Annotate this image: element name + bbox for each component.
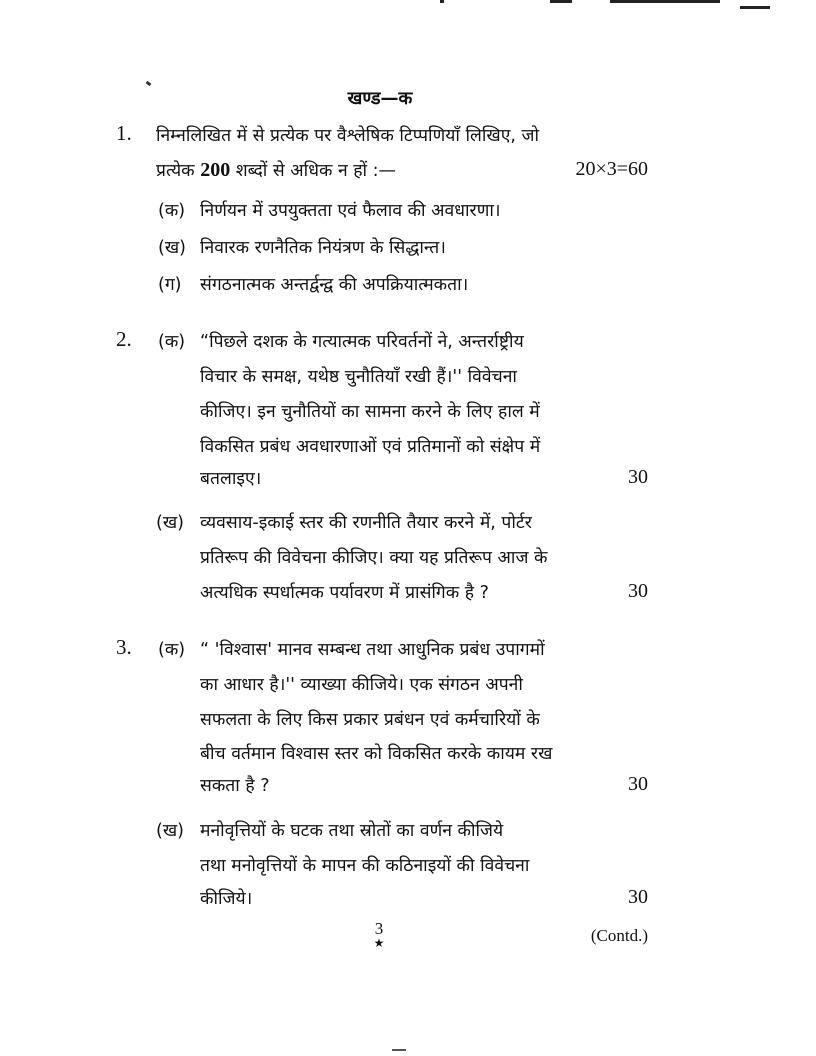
question-number: 1. (116, 121, 132, 145)
part-text-line: अत्यधिक स्पर्धात्मक पर्यावरण में प्रासंगिक है ? (200, 583, 489, 603)
question-number: 3. (116, 635, 132, 659)
section-title: खण्ड—क (347, 88, 413, 109)
part-text-line: विकसित प्रबंध अवधारणाओं एवं प्रतिमानों को संक्षेप में (200, 437, 541, 457)
part-text-line: “ 'विश्वास' मानव सम्बन्ध तथा आधुनिक प्रबंध उपागमों (200, 640, 545, 660)
part-text-line: व्यवसाय-इकाई स्तर की रणनीति तैयार करने में, पोर्टर (200, 513, 532, 533)
text-prefix: प्रत्येक (156, 161, 195, 181)
part-label: (ख) (156, 821, 184, 841)
continued-label: (Contd.) (590, 926, 648, 945)
star-icon: ★ (373, 936, 385, 950)
scan-artifact-top (440, 0, 730, 8)
part-text: निवारक रणनैतिक नियंत्रण के सिद्धान्त। (200, 238, 446, 258)
page-number-block (372, 919, 386, 950)
part-text-line: “पिछले दशक के गत्यात्मक परिवर्तनों ने, अन्तर्राष्ट्रीय (200, 332, 524, 352)
word-limit: 200 (200, 159, 231, 181)
text-suffix: शब्दों से अधिक न हों :— (235, 161, 397, 181)
part-label: (ग) (158, 275, 182, 295)
part-label: (क) (158, 201, 186, 221)
part-text-line: बीच वर्तमान विश्वास स्तर को विकसित करके कायम रख (200, 744, 553, 764)
page-number: 3 (374, 919, 384, 938)
part-label: (क) (158, 332, 186, 352)
marks: 30 (628, 773, 648, 795)
part-text-line: का आधार है।'' व्याख्या कीजिये। एक संगठन अपनी (200, 675, 523, 695)
part-text-line: कीजिये। (200, 889, 253, 909)
marks: 20×3=60 (575, 158, 648, 180)
part-text-line: बतलाइए। (200, 469, 262, 489)
part-text-line: कीजिए। इन चुनौतियों का सामना करने के लिए हाल में (200, 402, 540, 422)
part-label: (क) (158, 640, 186, 660)
marks: 30 (628, 580, 648, 602)
part-text-line: मनोवृत्तियों के घटक तथा स्रोतों का वर्णन कीजिये (200, 821, 504, 841)
part-text-line: सकता है ? (200, 776, 270, 796)
part-label: (ख) (156, 513, 184, 533)
part-text: निर्णयन में उपयुक्तता एवं फैलाव की अवधारणा। (200, 201, 501, 221)
marks: 30 (628, 886, 648, 908)
part-text-line: तथा मनोवृत्तियों के मापन की कठिनाइयों की विवेचना (200, 856, 530, 876)
scan-artifact-bottom (392, 1049, 406, 1051)
part-text-line: प्रतिरूप की विवेचना कीजिए। क्या यह प्रतिरूप आज के (200, 548, 548, 568)
part-text-line: विचार के समक्ष, यथेष्ठ चुनौतियाँ रखी हैं।'' विवेचना (200, 367, 517, 387)
part-label: (ख) (158, 238, 186, 258)
part-text: संगठनात्मक अन्तर्द्वन्द्व की अपक्रियात्मकता। (200, 275, 469, 295)
question-number: 2. (116, 327, 132, 351)
part-text-line: सफलता के लिए किस प्रकार प्रबंधन एवं कर्मचारियों के (200, 710, 540, 730)
marks: 30 (628, 466, 648, 488)
question-text-line (156, 158, 396, 182)
question-text-line: निम्नलिखित में से प्रत्येक पर वैश्लेषिक टिप्पणियाँ लिखिए, जो (156, 126, 540, 146)
